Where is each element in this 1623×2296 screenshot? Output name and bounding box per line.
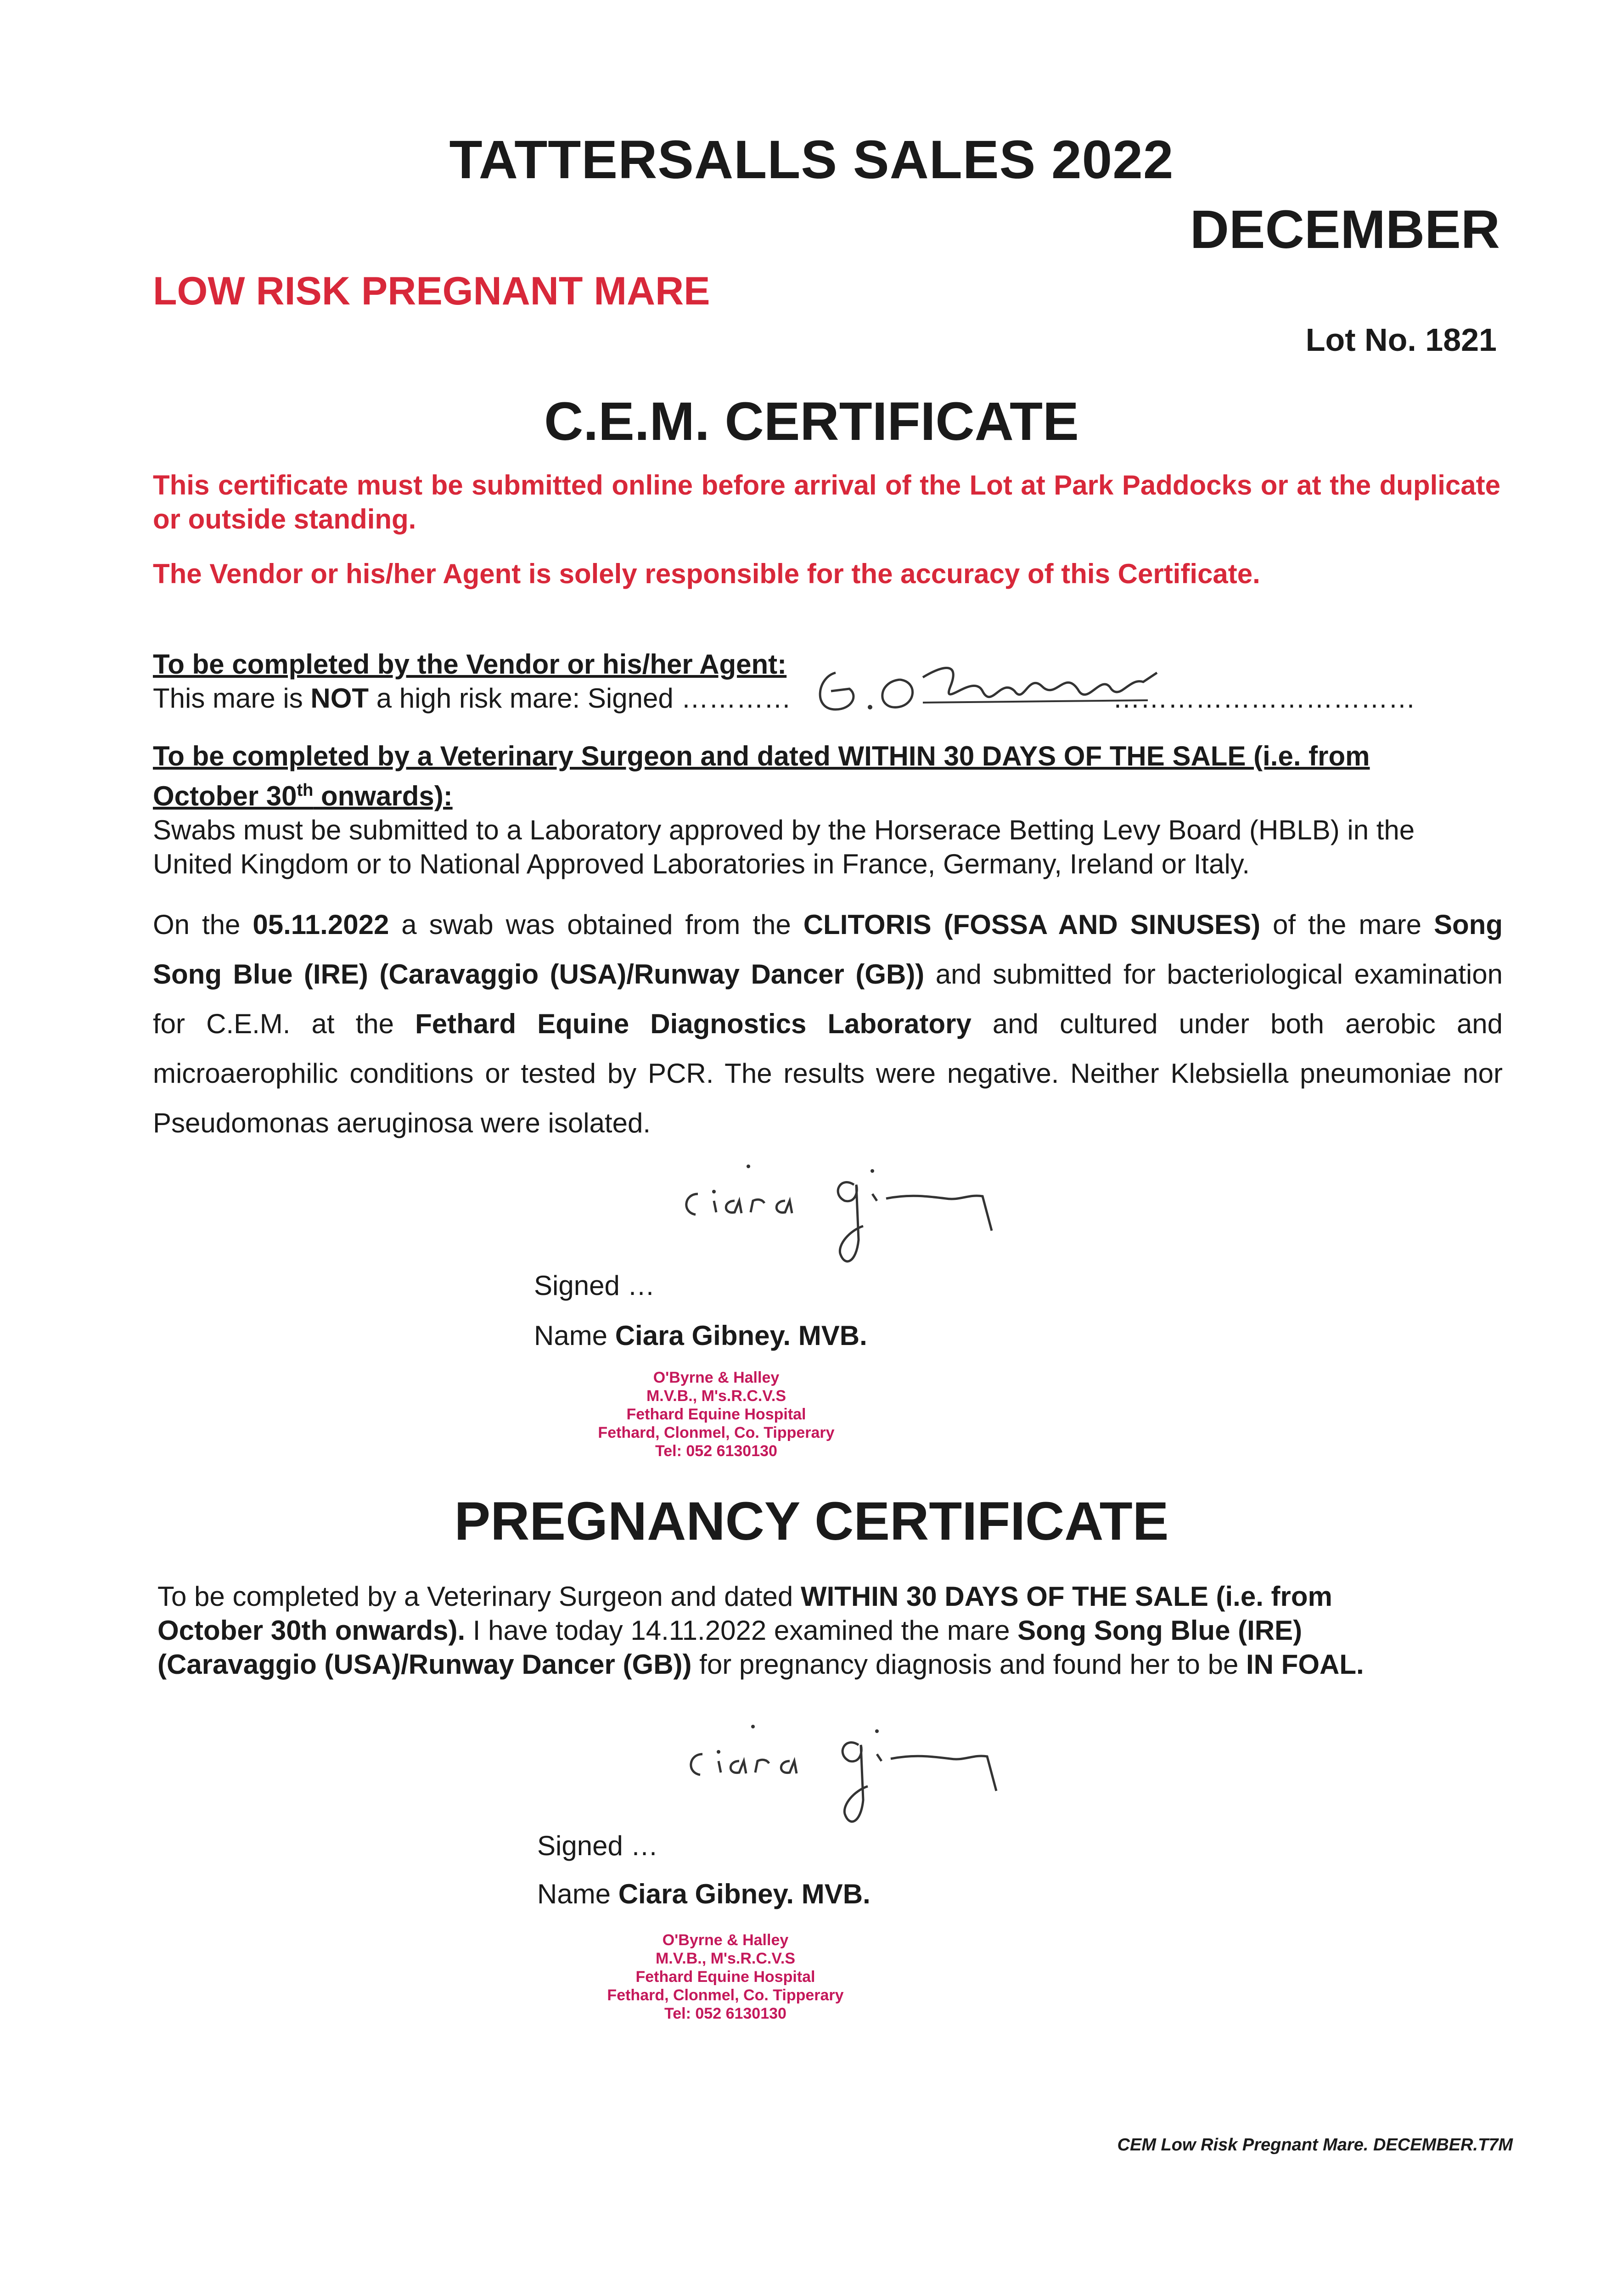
stamp-line-5: Tel: 052 6130130 [655,1442,777,1460]
practice-stamp-2 [565,1931,886,2023]
vendor-signature [808,645,1166,723]
vet-signature-pregnancy [675,1717,1033,1841]
vendor-line-pre: This mare is [153,683,311,714]
stamp-line-4: Fethard, Clonmel, Co. Tipperary [598,1424,835,1441]
preg-vet-name [537,1878,870,1910]
preg-timing: WITHIN 30 DAYS OF THE SALE (i.e. from October 30th onwards). [157,1581,1332,1646]
stamp-line-5: Tel: 052 6130130 [664,2005,786,2022]
stamp-line-2: M.V.B., M's.R.C.V.S [655,1950,796,1967]
pregnancy-heading: PREGNANCY CERTIFICATE [454,1491,1169,1552]
cem-name-label: Name [534,1320,615,1351]
preg-name-value: Ciara Gibney. MVB. [618,1879,870,1909]
cem-p4: and submitted for bacteriological examination for C.E.M. at the [153,959,1503,1039]
preg-p1: To be completed by a Veterinary Surgeon and dated [157,1581,801,1612]
pregnancy-statement [157,1580,1434,1682]
vendor-line-post: a high risk mare: Signed [369,683,674,714]
preg-name-label: Name [537,1879,618,1909]
cem-vet-name [534,1320,867,1351]
vet-heading-line-2 [153,773,1500,813]
laboratory-name: Fethard Equine Diagnostics Laboratory [415,1008,972,1039]
stamp-line-1: O'Byrne & Halley [662,1931,789,1949]
stamp-line-4: Fethard, Clonmel, Co. Tipperary [607,1986,844,2004]
vet-heading-2a: October 30 [153,781,297,811]
document-title: TATTERSALLS SALES 2022 [449,129,1174,190]
stamp-line-2: M.V.B., M's.R.C.V.S [646,1387,786,1405]
cem-p1: On the [153,909,253,940]
preg-result: IN FOAL. [1246,1649,1364,1680]
vendor-heading: To be completed by the Vendor or his/her Agent: [153,649,787,680]
vet-section [153,739,1500,881]
cem-heading: C.E.M. CERTIFICATE [544,391,1079,452]
swab-date: 05.11.2022 [253,909,389,940]
vet-heading-2sup: th [297,781,314,800]
cem-p5: and cultured under both aerobic and microaerophilic conditions or tested by PCR. The results were negative. Neither Klebsiella pneumoniae nor Pseudomonas aeruginosa were isolated. [153,1008,1503,1138]
lot-number: Lot No. 1821 [1305,322,1497,358]
practice-stamp-1 [556,1368,877,1460]
submission-warning: This certificate must be submitted online before arrival of the Lot at Park Paddocks or at the duplicate or outside standing. [153,470,1500,535]
risk-label: LOW RISK PREGNANT MARE [153,269,710,313]
mare-name: Song Song Blue (IRE) (Caravaggio (USA)/Runway Dancer (GB)) [153,909,1503,990]
stamp-line-3: Fethard Equine Hospital [626,1406,806,1423]
stamp-line-3: Fethard Equine Hospital [635,1968,815,1986]
vet-heading-2b: onwards): [313,781,453,811]
preg-mare-name: Song Song Blue (IRE) (Caravaggio (USA)/Runway Dancer (GB)) [157,1615,1303,1680]
swab-note: Swabs must be submitted to a Laboratory approved by the Horserace Betting Levy Board (HBLB) in the United Kingdom or to National Approved Laboratories in France, Germany, Ireland or Italy. [153,815,1415,879]
preg-p2: I have today 14.11.2022 examined the mare [465,1615,1018,1646]
form-reference: CEM Low Risk Pregnant Mare. DECEMBER.T7M [1117,2135,1513,2155]
cem-signed-label: Signed … [534,1270,655,1301]
preg-signed-label: Signed … [537,1830,658,1861]
cem-name-value: Ciara Gibney. MVB. [615,1320,867,1351]
stamp-line-1: O'Byrne & Halley [653,1369,780,1386]
vendor-line-not: NOT [310,683,369,714]
sale-month: DECEMBER [1190,199,1500,260]
vendor-dots-left: ………… [681,683,792,714]
vendor-dots-right: …………………………… [1112,683,1416,714]
swab-site: CLITORIS (FOSSA AND SINUSES) [803,909,1261,940]
preg-p3: for pregnancy diagnosis and found her to be [691,1649,1246,1680]
cem-p2: a swab was obtained from the [389,909,803,940]
cem-statement [153,900,1503,1148]
vet-heading-line-1: To be completed by a Veterinary Surgeon and dated WITHIN 30 DAYS OF THE SALE (i.e. from [153,741,1370,771]
vet-signature-cem [670,1157,1028,1281]
responsibility-warning: The Vendor or his/her Agent is solely responsible for the accuracy of this Certificate. [153,558,1260,589]
cem-p3: of the mare [1260,909,1434,940]
